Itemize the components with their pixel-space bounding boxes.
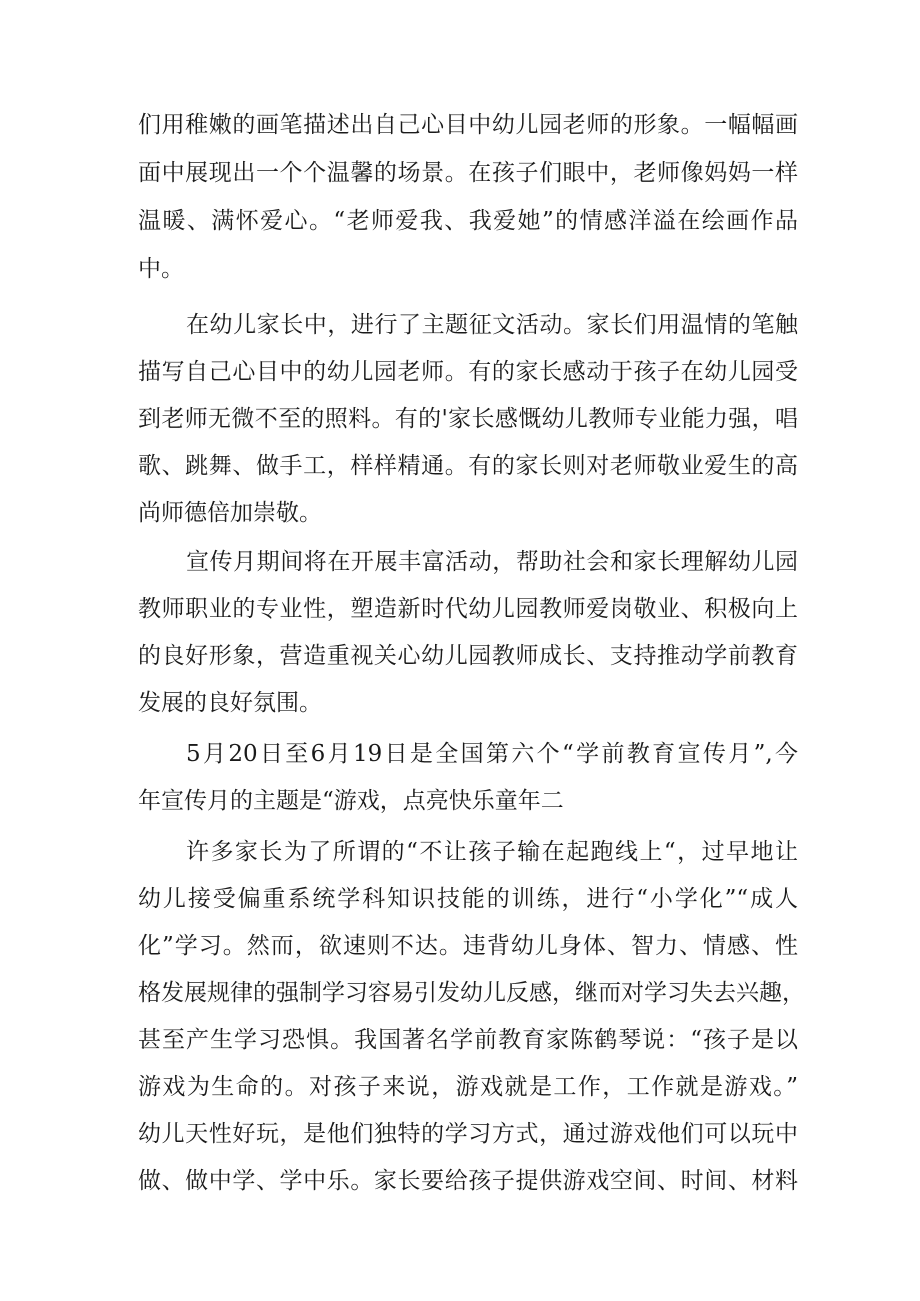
text-line: 格发展规律的强制学习容易引发幼儿反感，继而对学习失去兴趣， <box>138 980 805 1006</box>
paragraph-first-line: 宣传月期间将在开展丰富活动，帮助社会和家长理解幼儿园 <box>186 549 798 575</box>
text-line: 到老师无微不至的照料。有的'家长感慨幼儿教师专业能力强，唱 <box>138 406 798 432</box>
text-line: 尚师德倍加崇敬。 <box>138 500 322 526</box>
text-line: 发展的良好氛围。 <box>138 690 322 716</box>
text-line: 描写自己心目中的幼儿园老师。有的家长感动于孩子在幼儿园受 <box>138 359 798 385</box>
text-line: 们用稚嫩的画笔描述出自己心目中幼儿园老师的形象。一幅幅画 <box>138 112 798 138</box>
text-line: 游戏为生命的。对孩子来说，游戏就是工作，工作就是游戏。” <box>138 1074 798 1100</box>
text-line: 的良好形象，营造重视关心幼儿园教师成长、支持推动学前教育 <box>138 643 798 669</box>
text-line: 年宣传月的主题是“游戏，点亮快乐童年二 <box>138 788 564 814</box>
text-line: 中。 <box>138 256 184 282</box>
text-line: 化”学习。然而，欲速则不达。违背幼儿身体、智力、情感、性 <box>138 933 798 959</box>
text-line: 歌、跳舞、做手工，样样精通。有的家长则对老师敬业爱生的高 <box>138 453 798 479</box>
text-line: 温暖、满怀爱心。“老师爱我、我爱她”的情感洋溢在绘画作品 <box>138 208 798 234</box>
paragraph-first-line: 许多家长为了所谓的“不让孩子输在起跑线上“，过早地让 <box>186 839 798 865</box>
text-line: 甚至产生学习恐惧。我国著名学前教育家陈鹤琴说：“孩子是以 <box>138 1027 798 1053</box>
paragraph-first-line: 5月20日至6月19日是全国第六个“学前教育宣传月”,今 <box>186 741 798 767</box>
text-line: 幼儿天性好玩，是他们独特的学习方式，通过游戏他们可以玩中 <box>138 1121 798 1147</box>
paragraph-first-line: 在幼儿家长中，进行了主题征文活动。家长们用温情的笔触 <box>186 312 798 338</box>
text-line: 幼儿接受偏重系统学科知识技能的训练，进行“小学化”“成人 <box>138 886 798 912</box>
text-line: 做、做中学、学中乐。家长要给孩子提供游戏空间、时间、材料 <box>138 1168 798 1194</box>
text-line: 教师职业的专业性，塑造新时代幼儿园教师爱岗敬业、积极向上 <box>138 596 798 622</box>
text-line: 面中展现出一个个温馨的场景。在孩子们眼中，老师像妈妈一样 <box>138 160 798 186</box>
